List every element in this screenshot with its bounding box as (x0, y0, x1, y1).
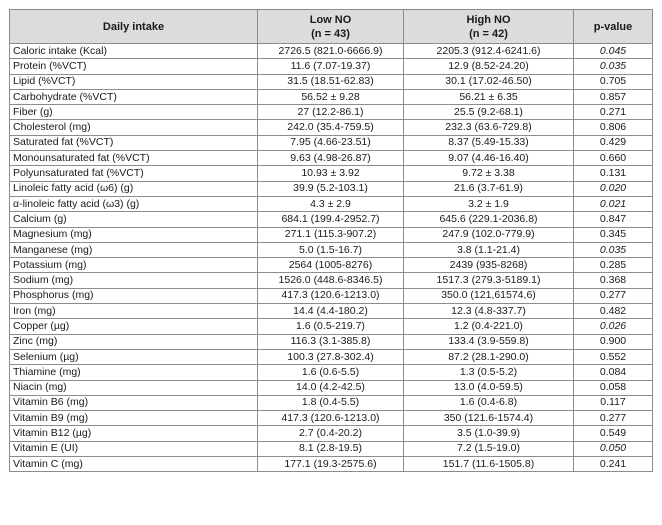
table-row (10, 441, 653, 456)
low-no-value: 56.52 ± 9.28 (258, 89, 404, 104)
low-no-value: 242.0 (35.4-759.5) (258, 120, 404, 135)
low-no-value: 100.3 (27.8-302.4) (258, 349, 404, 364)
row-label: Linoleic fatty acid (ω6) (g) (10, 181, 258, 196)
high-no-value: 1.2 (0.4-221.0) (404, 319, 574, 334)
row-label: Polyunsaturated fat (%VCT) (10, 166, 258, 181)
p-value: 0.847 (574, 212, 653, 227)
table-row (10, 151, 653, 166)
p-value: 0.131 (574, 166, 653, 181)
low-no-value: 7.95 (4.66-23.51) (258, 135, 404, 150)
p-value: 0.277 (574, 288, 653, 303)
table-row (10, 135, 653, 150)
row-label: Protein (%VCT) (10, 59, 258, 74)
low-no-value: 8.1 (2.8-19.5) (258, 441, 404, 456)
p-value: 0.900 (574, 334, 653, 349)
low-no-value: 9.63 (4.98-26.87) (258, 151, 404, 166)
row-label: Vitamin B6 (mg) (10, 395, 258, 410)
low-no-value: 31.5 (18.51-62.83) (258, 74, 404, 89)
high-no-value: 25.5 (9.2-68.1) (404, 105, 574, 120)
row-label: Vitamin B9 (mg) (10, 411, 258, 426)
p-value: 0.050 (574, 441, 653, 456)
high-no-value: 3.8 (1.1-21.4) (404, 242, 574, 257)
table-row (10, 349, 653, 364)
p-value: 0.429 (574, 135, 653, 150)
p-value: 0.806 (574, 120, 653, 135)
low-no-value: 10.93 ± 3.92 (258, 166, 404, 181)
high-no-value: 9.72 ± 3.38 (404, 166, 574, 181)
p-value: 0.035 (574, 59, 653, 74)
low-no-value: 271.1 (115.3-907.2) (258, 227, 404, 242)
high-no-value: 3.5 (1.0-39.9) (404, 426, 574, 441)
low-no-value: 2.7 (0.4-20.2) (258, 426, 404, 441)
table-row (10, 365, 653, 380)
high-no-value: 56.21 ± 6.35 (404, 89, 574, 104)
row-label: Phosphorus (mg) (10, 288, 258, 303)
p-value: 0.549 (574, 426, 653, 441)
row-label: Monounsaturated fat (%VCT) (10, 151, 258, 166)
p-value: 0.368 (574, 273, 653, 288)
low-no-value: 1.6 (0.5-219.7) (258, 319, 404, 334)
low-no-value: 2726.5 (821.0-6666.9) (258, 44, 404, 59)
p-value: 0.117 (574, 395, 653, 410)
table-row (10, 411, 653, 426)
p-value: 0.277 (574, 411, 653, 426)
table-row (10, 304, 653, 319)
row-label: Potassium (mg) (10, 258, 258, 273)
p-value: 0.857 (574, 89, 653, 104)
high-no-value: 350 (121.6-1574.4) (404, 411, 574, 426)
row-label: Calcium (g) (10, 212, 258, 227)
header-high-no-title: High NO (466, 13, 511, 26)
intake-table-container (9, 9, 652, 472)
low-no-value: 4.3 ± 2.9 (258, 196, 404, 211)
table-row (10, 426, 653, 441)
high-no-value: 1517.3 (279.3-5189.1) (404, 273, 574, 288)
low-no-value: 1.8 (0.4-5.5) (258, 395, 404, 410)
table-row (10, 105, 653, 120)
header-low-no (258, 10, 404, 44)
table-row (10, 212, 653, 227)
low-no-value: 39.9 (5.2-103.1) (258, 181, 404, 196)
low-no-value: 1526.0 (448.6-8346.5) (258, 273, 404, 288)
row-label: Sodium (mg) (10, 273, 258, 288)
row-label: α-linoleic fatty acid (ω3) (g) (10, 196, 258, 211)
table-row (10, 120, 653, 135)
header-daily-intake: Daily intake (10, 10, 258, 44)
high-no-value: 2439 (935-8268) (404, 258, 574, 273)
high-no-value: 232.3 (63.6-729.8) (404, 120, 574, 135)
row-label: Selenium (µg) (10, 349, 258, 364)
low-no-value: 417.3 (120.6-1213.0) (258, 288, 404, 303)
low-no-value: 177.1 (19.3-2575.6) (258, 457, 404, 472)
table-row (10, 59, 653, 74)
table-row (10, 288, 653, 303)
p-value: 0.084 (574, 365, 653, 380)
table-row (10, 196, 653, 211)
high-no-value: 9.07 (4.46-16.40) (404, 151, 574, 166)
p-value: 0.045 (574, 44, 653, 59)
table-row (10, 166, 653, 181)
high-no-value: 2205.3 (912.4-6241.6) (404, 44, 574, 59)
table-row (10, 380, 653, 395)
row-label: Fiber (g) (10, 105, 258, 120)
p-value: 0.035 (574, 242, 653, 257)
table-row (10, 242, 653, 257)
p-value: 0.705 (574, 74, 653, 89)
high-no-value: 350.0 (121,61574,6) (404, 288, 574, 303)
header-high-no (404, 10, 574, 44)
high-no-value: 7.2 (1.5-19.0) (404, 441, 574, 456)
high-no-value: 247.9 (102.0-779.9) (404, 227, 574, 242)
low-no-value: 417.3 (120.6-1213.0) (258, 411, 404, 426)
high-no-value: 12.3 (4.8-337.7) (404, 304, 574, 319)
p-value: 0.020 (574, 181, 653, 196)
low-no-value: 1.6 (0.6-5.5) (258, 365, 404, 380)
high-no-value: 1.3 (0.5-5.2) (404, 365, 574, 380)
table-row (10, 395, 653, 410)
high-no-value: 645.6 (229.1-2036.8) (404, 212, 574, 227)
p-value: 0.552 (574, 349, 653, 364)
high-no-value: 8.37 (5.49-15.33) (404, 135, 574, 150)
header-high-no-n: (n = 42) (469, 27, 508, 40)
table-row (10, 227, 653, 242)
row-label: Thiamine (mg) (10, 365, 258, 380)
table-body (10, 44, 653, 472)
high-no-value: 21.6 (3.7-61.9) (404, 181, 574, 196)
high-no-value: 3.2 ± 1.9 (404, 196, 574, 211)
high-no-value: 133.4 (3.9-559.8) (404, 334, 574, 349)
p-value: 0.660 (574, 151, 653, 166)
header-low-no-n: (n = 43) (311, 27, 350, 40)
row-label: Caloric intake (Kcal) (10, 44, 258, 59)
high-no-value: 30.1 (17.02-46.50) (404, 74, 574, 89)
row-label: Zinc (mg) (10, 334, 258, 349)
low-no-value: 116.3 (3.1-385.8) (258, 334, 404, 349)
low-no-value: 2564 (1005-8276) (258, 258, 404, 273)
table-row (10, 74, 653, 89)
p-value: 0.271 (574, 105, 653, 120)
low-no-value: 27 (12.2-86.1) (258, 105, 404, 120)
row-label: Vitamin E (UI) (10, 441, 258, 456)
row-label: Niacin (mg) (10, 380, 258, 395)
low-no-value: 5.0 (1.5-16.7) (258, 242, 404, 257)
low-no-value: 14.4 (4.4-180.2) (258, 304, 404, 319)
row-label: Copper (µg) (10, 319, 258, 334)
table-row (10, 44, 653, 59)
low-no-value: 11.6 (7.07-19.37) (258, 59, 404, 74)
p-value: 0.482 (574, 304, 653, 319)
p-value: 0.241 (574, 457, 653, 472)
table-row (10, 273, 653, 288)
high-no-value: 87.2 (28.1-290.0) (404, 349, 574, 364)
row-label: Lipid (%VCT) (10, 74, 258, 89)
table-row (10, 334, 653, 349)
header-low-no-title: Low NO (309, 13, 352, 26)
row-label: Vitamin C (mg) (10, 457, 258, 472)
p-value: 0.021 (574, 196, 653, 211)
high-no-value: 151.7 (11.6-1505.8) (404, 457, 574, 472)
table-row (10, 89, 653, 104)
row-label: Saturated fat (%VCT) (10, 135, 258, 150)
high-no-value: 13.0 (4.0-59.5) (404, 380, 574, 395)
table-row (10, 181, 653, 196)
low-no-value: 684.1 (199.4-2952.7) (258, 212, 404, 227)
p-value: 0.026 (574, 319, 653, 334)
row-label: Vitamin B12 (µg) (10, 426, 258, 441)
table-header-row (10, 10, 653, 44)
row-label: Manganese (mg) (10, 242, 258, 257)
low-no-value: 14.0 (4.2-42.5) (258, 380, 404, 395)
row-label: Carbohydrate (%VCT) (10, 89, 258, 104)
table-row (10, 319, 653, 334)
header-p-value: p-value (574, 10, 653, 44)
daily-intake-table (9, 9, 653, 472)
high-no-value: 1.6 (0.4-6.8) (404, 395, 574, 410)
row-label: Iron (mg) (10, 304, 258, 319)
row-label: Magnesium (mg) (10, 227, 258, 242)
high-no-value: 12.9 (8.52-24.20) (404, 59, 574, 74)
p-value: 0.345 (574, 227, 653, 242)
p-value: 0.285 (574, 258, 653, 273)
table-row (10, 457, 653, 472)
p-value: 0.058 (574, 380, 653, 395)
row-label: Cholesterol (mg) (10, 120, 258, 135)
table-row (10, 258, 653, 273)
